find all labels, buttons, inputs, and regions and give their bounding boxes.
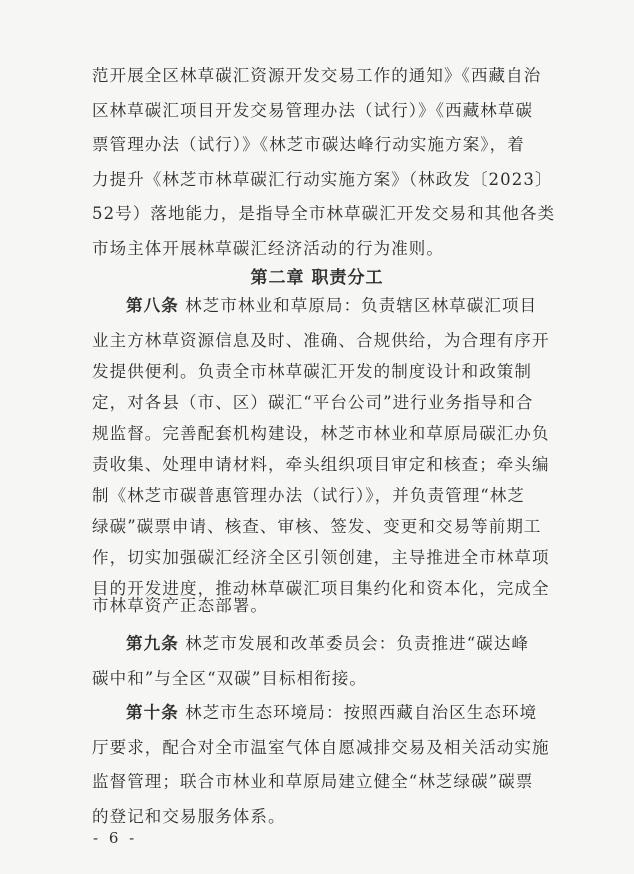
article10-line-1: 厅要求，配合对全市温室气体自愿减排交易及相关活动实施	[92, 738, 550, 757]
article9-first-line	[126, 634, 556, 654]
article8-line-1: 业主方林草资源信息及时、准确、合规供给，为合理有序开	[92, 331, 550, 350]
article8-line-3: 定，对各县（市、区）碳汇“平台公司”进行业务指导和合	[92, 393, 534, 412]
intro-line-3: 票管理办法（试行）》《林芝市碳达峰行动实施方案》，着	[92, 135, 525, 154]
article8-line-2: 发提供便利。负责全市林草碳汇开发的制度设计和政策制	[92, 362, 532, 381]
article8-line-5: 责收集、处理申请材料，牵头组织项目审定和核查；牵头编	[92, 455, 550, 474]
article8-first-text: 林芝市林业和草原局：负责辖区林草碳汇项目	[185, 296, 538, 315]
article8-line-9: 目的开发进度，推动林草碳汇项目集约化和资本化，完成全	[92, 579, 550, 598]
article8-line-4: 规监督。完善配套机构建设，林芝市林业和草原局碳汇办负	[92, 424, 550, 443]
article8-number: 第八条	[126, 296, 179, 315]
article8-line-6: 制《林芝市碳普惠管理办法（试行）》，并负责管理“林芝	[92, 486, 526, 505]
article9-line-1: 碳中和”与全区“双碳”目标相衔接。	[92, 669, 368, 688]
article10-line-3: 的登记和交易服务体系。	[92, 807, 286, 826]
intro-line-5: 52号）落地能力，是指导全市林草碳汇开发交易和其他各类	[92, 204, 556, 223]
article9-first-text: 林芝市发展和改革委员会：负责推进“碳达峰	[185, 634, 530, 653]
article10-first-line	[126, 703, 556, 723]
intro-line-4: 力提升《林芝市林草碳汇行动实施方案》（林政发〔2023〕	[92, 170, 553, 189]
article8-line-7: 绿碳”碳票申请、核查、审核、签发、变更和交易等前期工	[92, 517, 542, 536]
article8-line-10: 市林草资产正态部署。	[92, 596, 268, 615]
intro-line-1: 范开展全区林草碳汇资源开发交易工作的通知》《西藏自治	[92, 66, 542, 85]
article10-first-text: 林芝市生态环境局：按照西藏自治区生态环境	[185, 703, 538, 722]
intro-line-2: 区林草碳汇项目开发交易管理办法（试行）》《西藏林草碳	[92, 101, 534, 120]
page-number: - 6 -	[93, 829, 138, 847]
article8-first-line	[126, 296, 556, 316]
article10-number: 第十条	[126, 703, 179, 722]
article10-line-2: 监督管理；联合市林业和草原局建立健全“林芝绿碳”碳票	[92, 772, 534, 791]
article9-number: 第九条	[126, 634, 179, 653]
chapter-heading: 第二章 职责分工	[250, 268, 384, 288]
intro-line-6: 市场主体开展林草碳汇经济活动的行为准则。	[92, 239, 444, 258]
article8-line-8: 作，切实加强碳汇经济全区引领创建，主导推进全市林草项	[92, 548, 550, 567]
